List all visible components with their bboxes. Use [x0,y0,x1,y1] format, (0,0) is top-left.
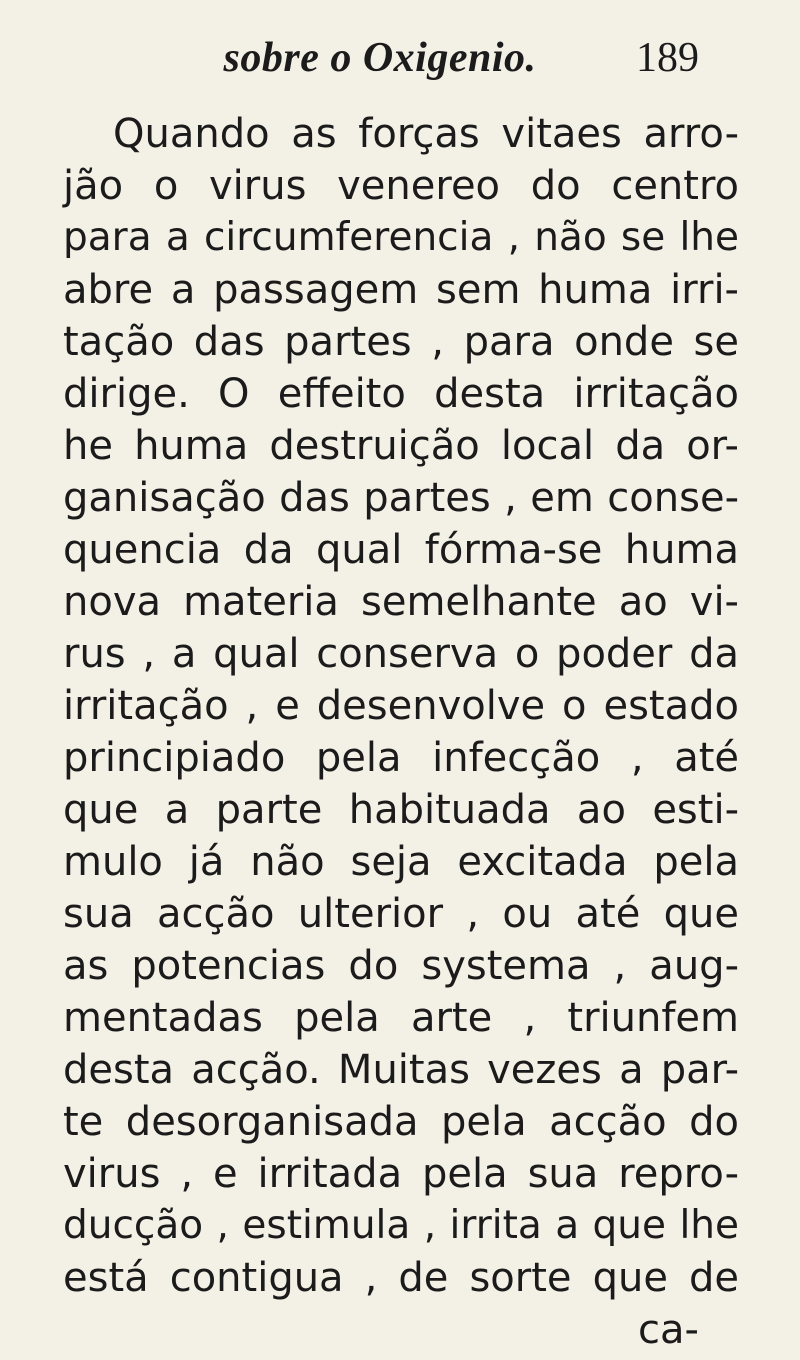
text-line: rus , a qual conserva o poder da [63,631,739,677]
text-line: para a circumferencia , não se lhe [63,215,739,260]
text-line: dirige. O effeito desta irritação [63,371,739,417]
text-line: jão o virus venereo do centro [63,163,739,209]
text-line: sua acção ulterior , ou até que [63,891,739,937]
text-line: mulo já não seja excitada pela [63,839,739,885]
catchword: ca- [638,1307,699,1353]
text-line: desta acção. Muitas vezes a par- [63,1047,739,1093]
text-line: abre a passagem sem huma irri- [63,267,739,313]
text-line: tação das partes , para onde se [63,319,739,365]
running-head-title: sobre o Oxigenio. [223,35,537,81]
text-line: as potencias do systema , aug- [63,943,739,989]
text-line: mentadas pela arte , triunfem [63,995,739,1041]
text-line: irritação , e desenvolve o estado [63,683,739,729]
text-line: que a parte habituada ao esti- [63,787,739,833]
text-line: quencia da qual fórma-se huma [63,527,739,573]
text-line: ganisação das partes , em conse- [63,475,739,521]
text-line: he huma destruição local da or- [63,423,739,469]
page-number: 189 [636,35,699,81]
text-line: nova materia semelhante ao vi- [63,579,739,625]
text-line: principiado pela infecção , até [63,735,739,781]
text-line: ducção , estimula , irrita a que lhe [63,1203,739,1248]
running-head [0,28,800,88]
text-line: está contigua , de sorte que de [63,1255,739,1301]
text-line: te desorganisada pela acção do [63,1099,739,1145]
text-line: virus , e irritada pela sua repro- [63,1151,739,1197]
text-line: Quando as forças vitaes arro- [113,111,739,157]
